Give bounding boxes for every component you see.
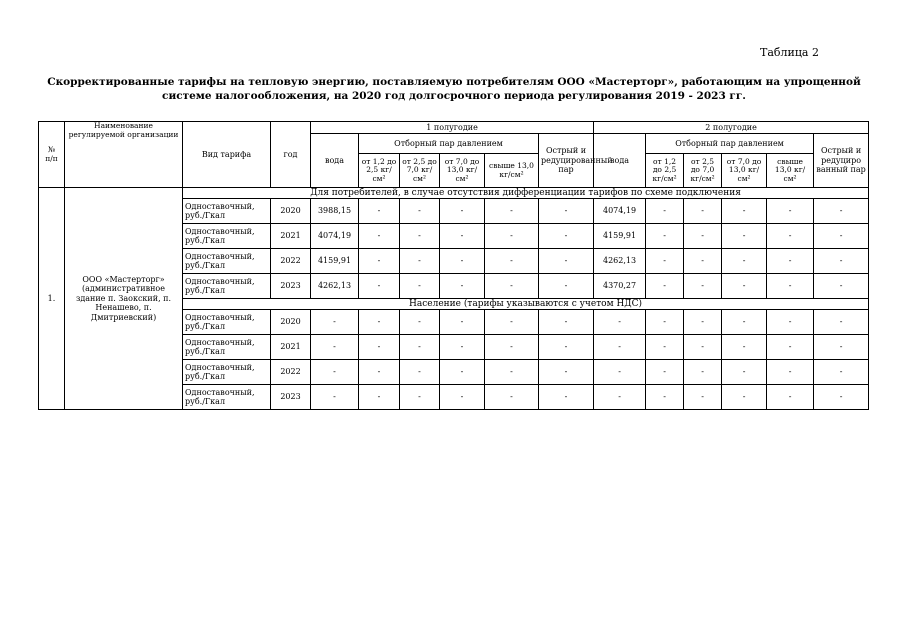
dash-cell: - (485, 249, 539, 274)
dash-cell: - (359, 199, 400, 224)
dash-cell: - (722, 335, 767, 360)
header-p1-h1: от 1,2 до 2,5 кг/см² (359, 154, 400, 188)
dash-cell: - (440, 224, 485, 249)
document-title (40, 75, 868, 103)
tariff-type-cell: Одноставочный, руб./Гкал (183, 274, 271, 299)
dash-cell: - (646, 310, 684, 335)
table-number: Таблица 2 (760, 46, 819, 59)
dash-cell: - (684, 224, 722, 249)
water-h1-cell: 3988,15 (311, 199, 359, 224)
dash-cell: - (539, 335, 594, 360)
dash-cell: - (814, 385, 869, 410)
dash-cell: - (359, 310, 400, 335)
year-cell: 2022 (271, 249, 311, 274)
year-cell: 2020 (271, 199, 311, 224)
dash-cell: - (767, 360, 814, 385)
dash-cell: - (684, 385, 722, 410)
header-half-1: 1 полугодие (311, 122, 594, 134)
year-cell: 2021 (271, 224, 311, 249)
dash-cell: - (722, 249, 767, 274)
dash-cell: - (400, 385, 440, 410)
dash-cell: - (684, 199, 722, 224)
year-cell: 2021 (271, 335, 311, 360)
dash-cell: - (684, 360, 722, 385)
dash-cell: - (440, 360, 485, 385)
header-steam-h2: Отборный пар давлением (646, 134, 814, 154)
dash-cell: - (400, 274, 440, 299)
dash-cell: - (485, 224, 539, 249)
dash-cell: - (684, 274, 722, 299)
dash-cell: - (722, 274, 767, 299)
dash-cell: - (440, 385, 485, 410)
dash-cell: - (594, 335, 646, 360)
year-cell: 2023 (271, 274, 311, 299)
section-title-population: Население (тарифы указываются с учетом НДС) (183, 299, 869, 310)
dash-cell: - (767, 335, 814, 360)
dash-cell: - (722, 224, 767, 249)
dash-cell: - (440, 310, 485, 335)
dash-cell: - (440, 274, 485, 299)
header-p2-h1: от 2,5 до 7,0 кг/см² (400, 154, 440, 188)
dash-cell: - (684, 249, 722, 274)
dash-cell: - (539, 249, 594, 274)
tariff-type-cell: Одноставочный, руб./Гкал (183, 385, 271, 410)
dash-cell: - (485, 310, 539, 335)
header-p1-h2: от 1,2 до 2,5 кг/см² (646, 154, 684, 188)
dash-cell: - (646, 335, 684, 360)
header-water-h2: вода (594, 134, 646, 188)
tariff-type-cell: Одноставочный, руб./Гкал (183, 224, 271, 249)
dash-cell: - (400, 360, 440, 385)
dash-cell: - (646, 274, 684, 299)
dash-cell: - (311, 385, 359, 410)
dash-cell: - (767, 310, 814, 335)
dash-cell: - (814, 274, 869, 299)
header-p4-h2: свыше 13,0 кг/см² (767, 154, 814, 188)
dash-cell: - (359, 224, 400, 249)
year-cell: 2023 (271, 385, 311, 410)
dash-cell: - (539, 360, 594, 385)
tariff-type-cell: Одноставочный, руб./Гкал (183, 310, 271, 335)
dash-cell: - (684, 310, 722, 335)
dash-cell: - (767, 224, 814, 249)
header-organization: Наименование регулируемой организации (65, 122, 183, 188)
dash-cell: - (400, 249, 440, 274)
water-h1-cell: 4262,13 (311, 274, 359, 299)
tariff-type-cell: Одноставочный, руб./Гкал (183, 249, 271, 274)
dash-cell: - (485, 335, 539, 360)
dash-cell: - (646, 249, 684, 274)
dash-cell: - (400, 199, 440, 224)
dash-cell: - (539, 224, 594, 249)
dash-cell: - (646, 199, 684, 224)
dash-cell: - (767, 385, 814, 410)
tariff-type-cell: Одноставочный, руб./Гкал (183, 335, 271, 360)
tariff-type-cell: Одноставочный, руб./Гкал (183, 360, 271, 385)
water-h2-cell: 4370,27 (594, 274, 646, 299)
header-tariff-type: Вид тарифа (183, 122, 271, 188)
dash-cell: - (359, 335, 400, 360)
dash-cell: - (359, 360, 400, 385)
dash-cell: - (400, 335, 440, 360)
title-line-1: Скорректированные тарифы на тепловую энергию, поставляемую потребителям ООО «Мастерторг», работающим на упрощенной (47, 76, 861, 88)
dash-cell: - (722, 310, 767, 335)
header-year: год (271, 122, 311, 188)
dash-cell: - (539, 385, 594, 410)
dash-cell: - (485, 360, 539, 385)
dash-cell: - (539, 199, 594, 224)
title-line-2: системе налогообложения, на 2020 год долгосрочного периода регулирования 2019 - 2023 гг. (162, 90, 746, 102)
dash-cell: - (814, 249, 869, 274)
header-number: № п/п (39, 122, 65, 188)
dash-cell: - (440, 199, 485, 224)
section-title-consumers: Для потребителей, в случае отсутствия дифференциации тарифов по схеме подключения (183, 188, 869, 199)
dash-cell: - (311, 310, 359, 335)
header-water-h1: вода (311, 134, 359, 188)
dash-cell: - (767, 249, 814, 274)
dash-cell: - (767, 199, 814, 224)
dash-cell: - (359, 385, 400, 410)
row-number: 1. (39, 188, 65, 410)
header-p3-h1: от 7,0 до 13,0 кг/см² (440, 154, 485, 188)
dash-cell: - (684, 335, 722, 360)
dash-cell: - (814, 310, 869, 335)
year-cell: 2022 (271, 360, 311, 385)
header-steam-h1: Отборный пар давлением (359, 134, 539, 154)
year-cell: 2020 (271, 310, 311, 335)
tariff-table (38, 121, 869, 410)
dash-cell: - (767, 274, 814, 299)
water-h2-cell: 4074,19 (594, 199, 646, 224)
dash-cell: - (539, 274, 594, 299)
dash-cell: - (311, 360, 359, 385)
dash-cell: - (594, 310, 646, 335)
header-sharp-steam-h2: Острый и редуциро ванный пар (814, 134, 869, 188)
dash-cell: - (594, 385, 646, 410)
dash-cell: - (440, 249, 485, 274)
water-h1-cell: 4074,19 (311, 224, 359, 249)
dash-cell: - (359, 249, 400, 274)
header-half-2: 2 полугодие (594, 122, 869, 134)
dash-cell: - (646, 360, 684, 385)
water-h2-cell: 4159,91 (594, 224, 646, 249)
header-p4-h1: свыше 13,0 кг/см² (485, 154, 539, 188)
dash-cell: - (594, 360, 646, 385)
dash-cell: - (400, 310, 440, 335)
header-sharp-steam-h1: Острый и редуцированный пар (539, 134, 594, 188)
dash-cell: - (400, 224, 440, 249)
dash-cell: - (485, 199, 539, 224)
dash-cell: - (814, 335, 869, 360)
organization-name: ООО «Мастерторг» (административное здание п. Заокский, п. Ненашево, п. Дмитриевский) (65, 188, 183, 410)
dash-cell: - (722, 199, 767, 224)
dash-cell: - (359, 274, 400, 299)
water-h2-cell: 4262,13 (594, 249, 646, 274)
header-p3-h2: от 7,0 до 13,0 кг/см² (722, 154, 767, 188)
dash-cell: - (814, 360, 869, 385)
dash-cell: - (539, 310, 594, 335)
header-p2-h2: от 2,5 до 7,0 кг/см² (684, 154, 722, 188)
dash-cell: - (814, 224, 869, 249)
dash-cell: - (440, 335, 485, 360)
dash-cell: - (646, 385, 684, 410)
dash-cell: - (722, 360, 767, 385)
dash-cell: - (646, 224, 684, 249)
dash-cell: - (814, 199, 869, 224)
dash-cell: - (722, 385, 767, 410)
dash-cell: - (485, 274, 539, 299)
water-h1-cell: 4159,91 (311, 249, 359, 274)
dash-cell: - (485, 385, 539, 410)
dash-cell: - (311, 335, 359, 360)
tariff-type-cell: Одноставочный, руб./Гкал (183, 199, 271, 224)
